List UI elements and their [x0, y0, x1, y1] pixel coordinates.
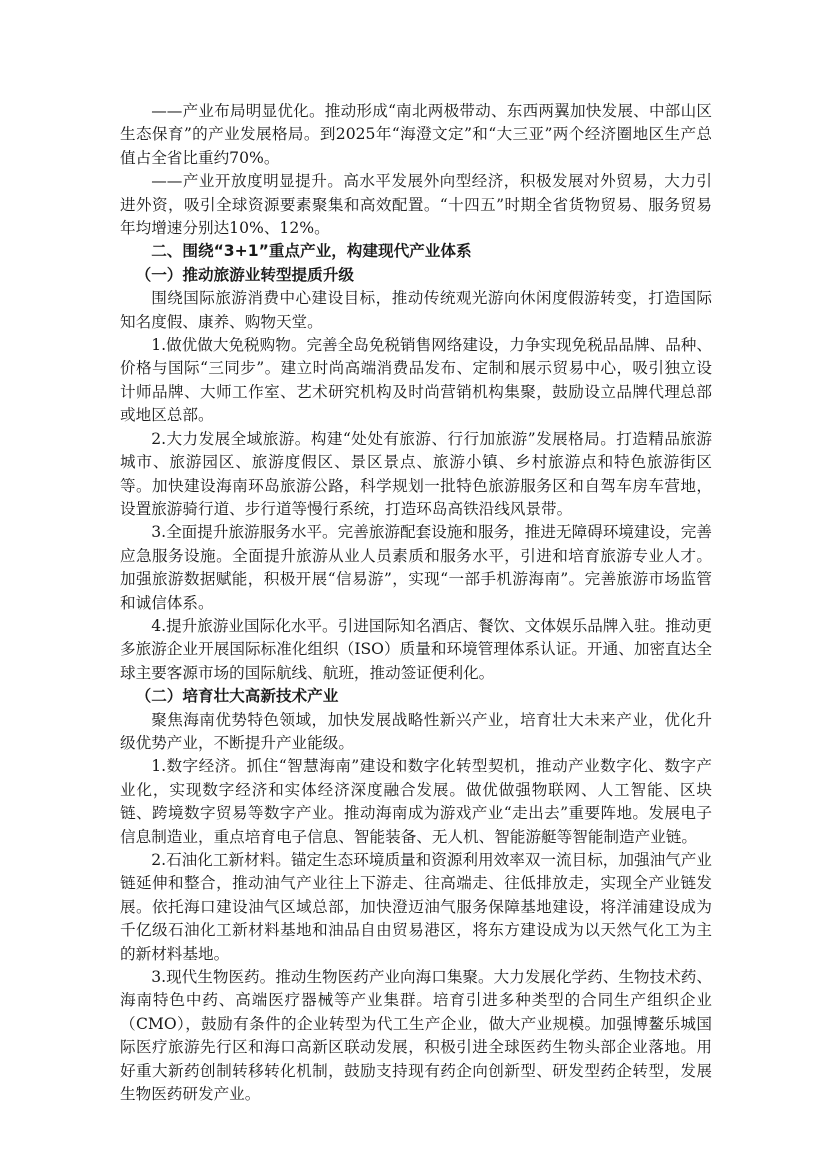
paragraph: [120, 521, 712, 615]
paragraph-lead: 1.数字经济。: [151, 757, 247, 776]
paragraph: [120, 170, 712, 240]
paragraph-text: 抓住“智慧海南”建设和数字化转型契机，推动产业数字化、数字产业化，实现数字经济和实体经济深度融合发展。做优做强物联网、人工智能、区块链、跨境数字贸易等数字产业。推动海南成为游戏产业“走出去”重要阵地。发展电子信息制造业，重点培育电子信息、智能装备、无人机、智能游艇等智能制造产业链。: [120, 757, 712, 846]
paragraph-lead: ——产业布局明显优化。: [151, 102, 325, 120]
paragraph-text: 锚定生态环境质量和资源利用效率双一流目标，加强油气产业链延伸和整合，推动油气产业往上下游走、往高端走、往低排放走，实现全产业链发展。依托海口建设油气区域总部，加快澄迈油气服务保障基地建设，将洋浦建设成为千亿级石油化工新材料基地和油品自由贸易港区，将东方建设成为以天然气化工为主的新材料基地。: [120, 851, 712, 963]
paragraph: [120, 100, 712, 170]
paragraph-lead: 3.全面提升旅游服务水平。: [151, 523, 338, 542]
paragraph-text: 完善旅游配套设施和服务，推进无障碍环境建设，完善应急服务设施。全面提升旅游从业人员素质和服务水平，引进和培育旅游专业人才。加强旅游数据赋能，积极开展“信易游”，实现“一部手机游海南”。完善旅游市场监管和诚信体系。: [120, 523, 712, 612]
paragraph: [120, 849, 712, 966]
paragraph-text: 完善全岛免税销售网络建设，力争实现免税品品牌、品种、价格与国际“三同步”。建立时尚高端消费品发布、定制和展示贸易中心，吸引独立设计师品牌、大师工作室、艺术研究机构及时尚营销机构集聚，鼓励设立品牌代理总部或地区总部。: [120, 336, 712, 425]
paragraph-text: 引进国际知名酒店、餐饮、文体娱乐品牌入驻。推动更多旅游企业开展国际标准化组织（ISO）质量和环境管理体系认证。开通、加密直达全球主要客源市场的国际航线、航班，推动签证便利化。: [120, 616, 712, 682]
paragraph-text: 构建“处处有旅游、行行加旅游”发展格局。打造精品旅游城市、旅游园区、旅游度假区、景区景点、旅游小镇、乡村旅游点和特色旅游街区等。加快建设海南环岛旅游公路，科学规划一批特色旅游服务区和自驾车房车营地，设置旅游骑行道、步行道等慢行系统，打造环岛高铁沿线风景带。: [120, 429, 712, 518]
paragraph-lead: 3.现代生物医药。: [151, 968, 276, 987]
document-body: [120, 100, 712, 1106]
paragraph-text: 高水平发展外向型经济，积极发展对外贸易，大力引进外资，吸引全球资源要素聚集和高效配置。“十四五”时期全省货物贸易、服务贸易年均增速分别达10%、12%。: [120, 172, 712, 238]
paragraph-lead: 2.石油化工新材料。: [151, 851, 291, 869]
paragraph: [120, 755, 712, 849]
paragraph: [120, 334, 712, 428]
subsection-heading: （二）培育壮大高新技术产业: [135, 687, 339, 706]
paragraph-text: 推动生物医药产业向海口集聚。大力发展化学药、生物技术药、海南特色中药、高端医疗器械等产业集群。培育引进多种类型的合同生产组织企业（CMO），鼓励有条件的企业转型为代工生产企业，做大产业规模。加强博鳌乐城国际医疗旅游先行区和海口高新区联动发展，积极引进全球医药生物头部企业落地。用好重大新药创制转移转化机制，鼓励支持现有药企向创新型、研发型药企转型，发展生物医药研发产业。: [120, 968, 712, 1104]
section-heading: 二、围绕“3+1”重点产业，构建现代产业体系: [151, 242, 472, 261]
subsection-heading: （一）推动旅游业转型提质升级: [135, 265, 354, 284]
paragraph-text: 推动形成“南北两极带动、东西两翼加快发展、中部山区生态保育”的产业发展格局。到2025年“海澄文定”和“大三亚”两个经济圈地区生产总值占全省比重约70%。: [120, 102, 712, 167]
paragraph-lead: 2.大力发展全域旅游。: [151, 429, 311, 448]
paragraph: [120, 428, 712, 522]
paragraph-lead: 4.提升旅游业国际化水平。: [151, 616, 338, 635]
paragraph: 围绕国际旅游消费中心建设目标，推动传统观光游向休闲度假游转变，打造国际知名度假、康养、购物天堂。: [120, 289, 712, 331]
paragraph-lead: ——产业开放度明显提升。: [151, 172, 344, 191]
paragraph: 聚焦海南优势特色领域，加快发展战略性新兴产业，培育壮大未来产业，优化升级优势产业，不断提升产业能级。: [120, 710, 712, 752]
paragraph-lead: 1.做优做大免税购物。: [151, 336, 307, 355]
paragraph: [120, 966, 712, 1106]
paragraph: [120, 615, 712, 685]
